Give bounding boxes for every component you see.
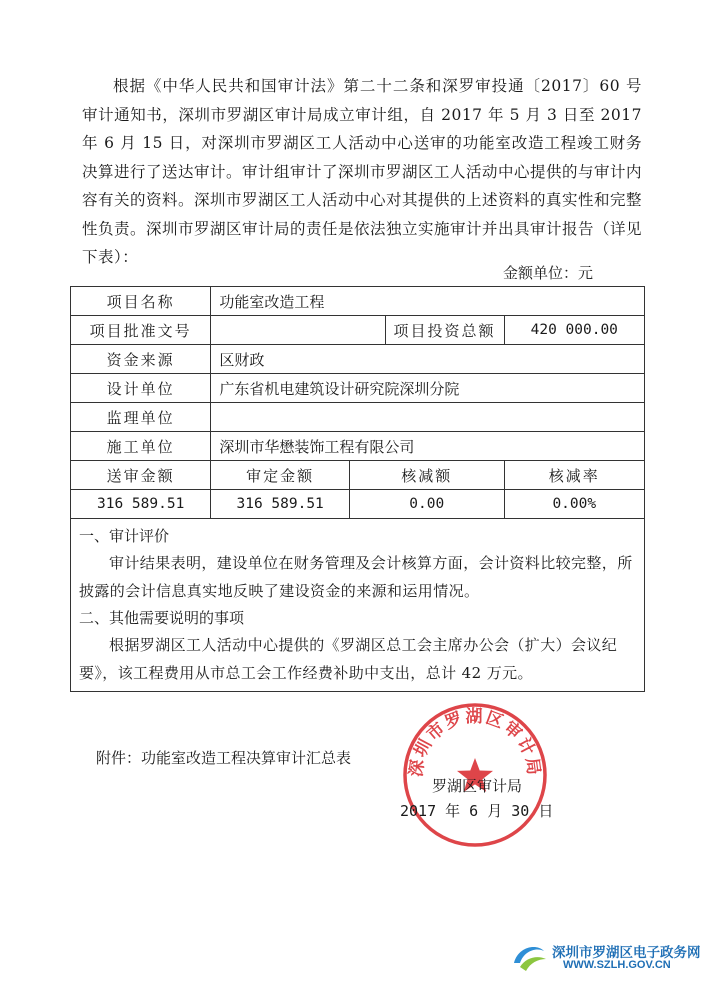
table-row — [71, 432, 645, 461]
site-logo-icon — [508, 937, 552, 977]
approval-doc-value — [211, 316, 385, 345]
signing-organization: 罗湖区审计局 — [432, 777, 523, 795]
investment-label: 项目投资总额 — [385, 316, 504, 345]
header-approved-amount: 审定金额 — [211, 461, 350, 490]
intro-paragraph: 根据《中华人民共和国审计法》第二十二条和深罗审投通〔2017〕60 号审计通知书，深圳市罗湖区审计局成立审计组，自 2017 年 5 月 3 日至 2017 年 6 月 15 日，对深圳市罗湖区工人活动中心送审的功能室改造工程竣工财务决算进行了送达审计。审计组审计了深圳市罗湖区工人活动中心提供的与审计内容有关的资料。深圳市罗湖区工人活动中心对其提供的上述资料的真实性和完整性负责。深圳市罗湖区审计局的责任是依法独立实施审计并出具审计报告（详见下表）： — [82, 77, 643, 266]
header-submitted-amount: 送审金额 — [71, 461, 211, 490]
table-header-row — [71, 461, 645, 490]
project-name-label: 项目名称 — [71, 287, 211, 316]
table-row — [71, 403, 645, 432]
table-row — [71, 345, 645, 374]
table-row — [71, 287, 645, 316]
section-1-title: 一、审计评价 — [79, 527, 170, 545]
investment-value: 420 000.00 — [504, 316, 644, 345]
design-unit-label: 设计单位 — [71, 374, 211, 403]
audit-summary-table — [70, 286, 645, 692]
site-name: 深圳市罗湖区电子政务网 — [552, 945, 701, 960]
approved-amount-value: 316 589.51 — [211, 490, 350, 519]
header-reduction-amount: 核减额 — [349, 461, 504, 490]
reduction-rate-value: 0.00% — [504, 490, 644, 519]
table-row — [71, 490, 645, 519]
section-1-body: 审计结果表明，建设单位在财务管理及会计核算方面，会计资料比较完整，所披露的会计信息真实地反映了建设资金的来源和运用情况。 — [79, 554, 633, 600]
site-url: WWW.SZLH.GOV.CN — [563, 959, 671, 971]
table-row — [71, 374, 645, 403]
construction-value: 深圳市华懋装饰工程有限公司 — [211, 432, 645, 461]
submitted-amount-value: 316 589.51 — [71, 490, 211, 519]
table-row — [71, 519, 645, 692]
table-row — [71, 316, 645, 345]
header-reduction-rate: 核减率 — [504, 461, 644, 490]
project-name-value: 功能室改造工程 — [211, 287, 645, 316]
fund-source-value: 区财政 — [211, 345, 645, 374]
remarks-cell — [71, 519, 645, 692]
supervision-label: 监理单位 — [71, 403, 211, 432]
signing-date: 2017 年 6 月 30 日 — [400, 802, 554, 820]
design-unit-value: 广东省机电建筑设计研究院深圳分院 — [211, 374, 645, 403]
fund-source-label: 资金来源 — [71, 345, 211, 374]
site-watermark — [508, 937, 708, 977]
seal-text: 深圳市罗湖区审计局 — [406, 707, 544, 779]
attachment-note: 附件：功能室改造工程决算审计汇总表 — [96, 749, 352, 767]
section-2-body: 根据罗湖区工人活动中心提供的《罗湖区总工会主席办公会（扩大）会议纪要》，该工程费用从市总工会工作经费补助中支出，总计 42 万元。 — [79, 636, 618, 682]
supervision-value — [211, 403, 645, 432]
section-2-title: 二、其他需要说明的事项 — [79, 609, 245, 627]
amount-unit-note: 金额单位：元 — [502, 264, 593, 282]
approval-doc-label: 项目批准文号 — [71, 316, 211, 345]
construction-label: 施工单位 — [71, 432, 211, 461]
reduction-amount-value: 0.00 — [349, 490, 504, 519]
